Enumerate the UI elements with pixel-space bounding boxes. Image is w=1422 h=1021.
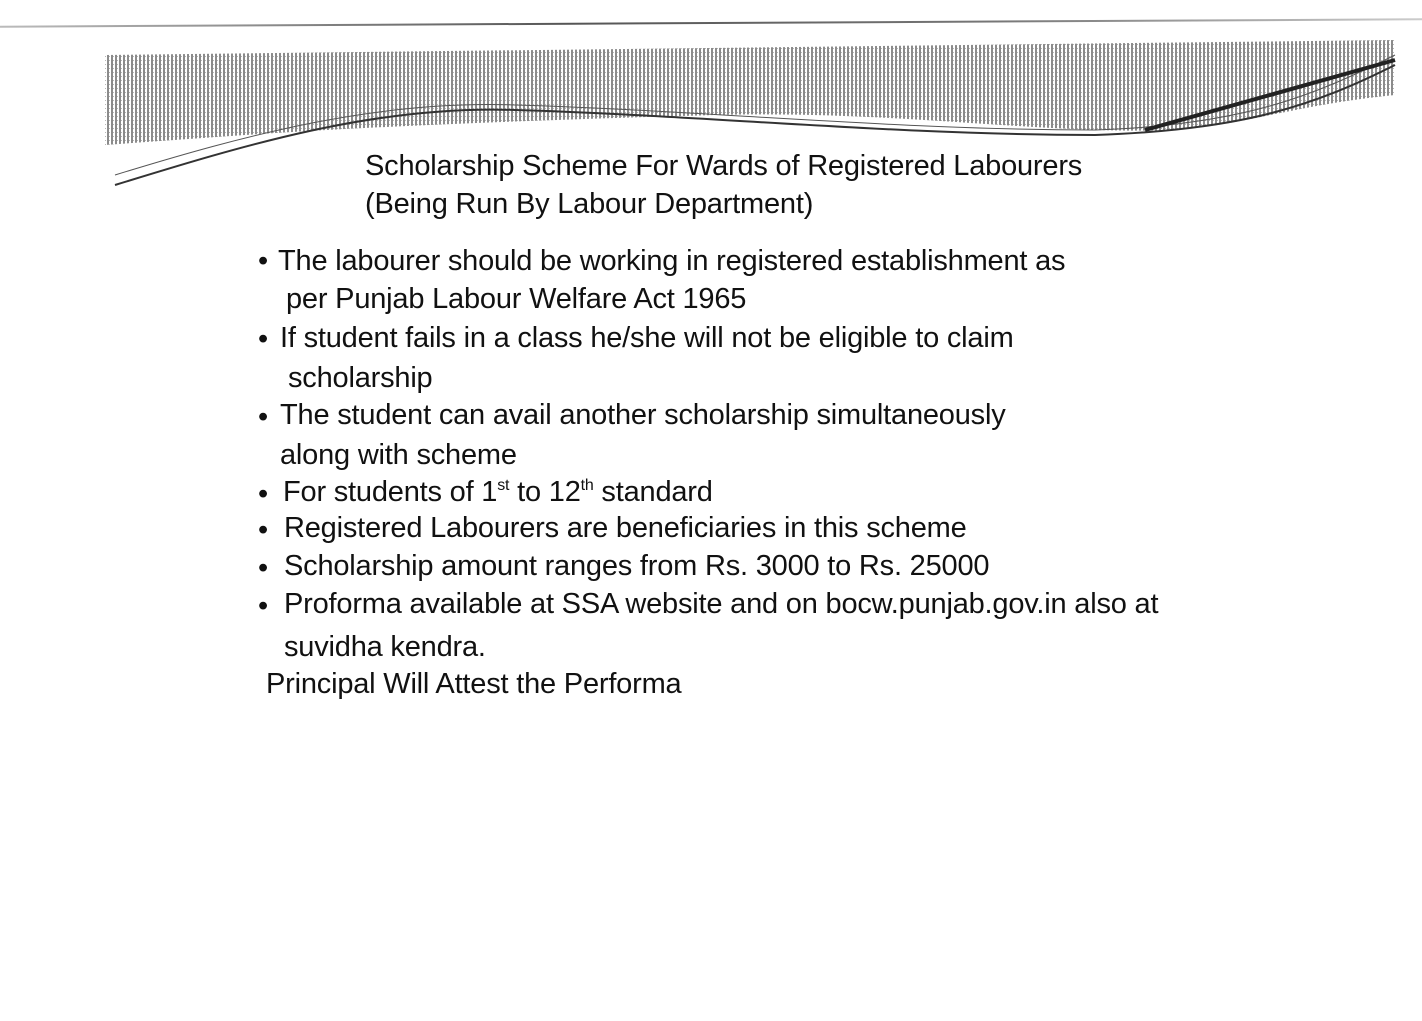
heading-line-1: Scholarship Scheme For Wards of Registered Labourers (365, 150, 1083, 182)
item-text: If student fails in a class he/she will not be eligible to claim (280, 322, 1014, 354)
bullet-icon: • (258, 590, 269, 622)
bullet-icon: • (258, 478, 269, 510)
item-text-cont: suvidha kendra. (284, 631, 486, 663)
item-text-part: standard (593, 476, 713, 508)
item-text (283, 476, 713, 509)
item-text: Scholarship amount ranges from Rs. 3000 to Rs. 25000 (284, 550, 990, 582)
item-text-cont: along with scheme (280, 439, 517, 471)
item-text-cont: scholarship (288, 362, 433, 394)
item-text-part: For students of 1 (283, 476, 498, 508)
ordinal-suffix: st (497, 477, 510, 494)
bullet-icon: • (258, 552, 269, 584)
bullet-icon: • (258, 514, 269, 546)
bullet-icon: • (258, 245, 269, 277)
item-text: The labourer should be working in registered establishment as (278, 245, 1066, 277)
item-text: Proforma available at SSA website and on bocw.punjab.gov.in also at (284, 588, 1159, 620)
item-text-cont: per Punjab Labour Welfare Act 1965 (286, 283, 747, 315)
item-text: Registered Labourers are beneficiaries in this scheme (284, 512, 967, 544)
item-text: The student can avail another scholarship simultaneously (280, 399, 1006, 431)
bullet-icon: • (258, 323, 269, 355)
item-text-part: to 12 (509, 476, 581, 508)
footer-note: Principal Will Attest the Performa (266, 668, 682, 700)
heading-line-2: (Being Run By Labour Department) (365, 188, 814, 220)
ordinal-suffix: th (580, 477, 594, 494)
bullet-icon: • (258, 401, 269, 433)
scan-edge-line (0, 18, 1422, 27)
